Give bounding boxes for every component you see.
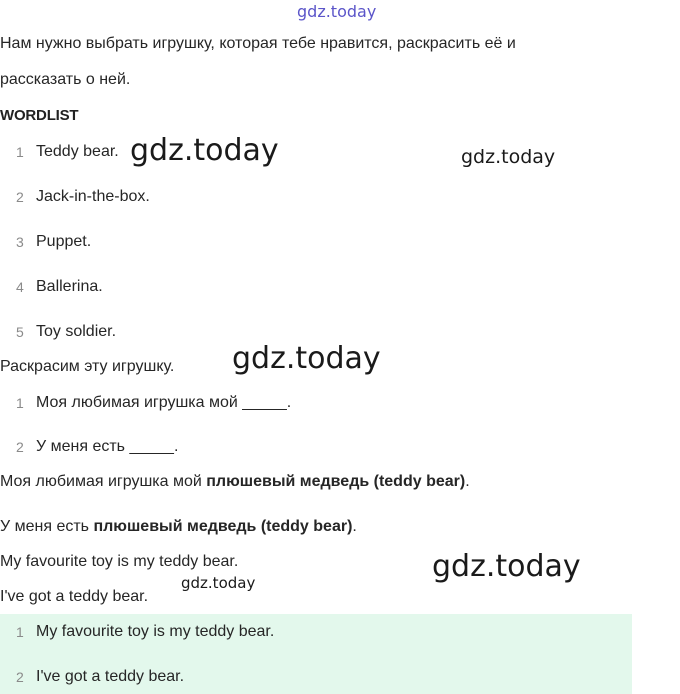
list-item-text: Моя любимая игрушка мой _____. [36, 394, 292, 411]
wordlist-heading: WORDLIST [0, 107, 79, 124]
list-item [0, 278, 600, 300]
list-item-text: Jack-in-the-box. [36, 188, 150, 205]
answer-en-line-1: My favourite toy is my teddy bear. [0, 553, 239, 570]
list-item [0, 188, 600, 210]
answer-en-line-2: I've got a teddy bear. [0, 588, 149, 605]
list-number: 2 [16, 439, 24, 455]
list-item-text: Toy soldier. [36, 323, 117, 340]
list-number: 3 [16, 234, 24, 250]
watermark: gdz.today [461, 146, 556, 168]
answer-bold-text: плюшевый медведь (teddy bear) [93, 518, 353, 535]
list-item-text: Teddy bear. [36, 143, 119, 160]
watermark: gdz.today [232, 341, 381, 376]
list-number: 2 [16, 189, 24, 205]
list-item-text: Ballerina. [36, 278, 103, 295]
list-item [0, 233, 600, 255]
list-item [0, 394, 600, 416]
watermark: gdz.today [181, 574, 256, 592]
intro-line-1: Нам нужно выбрать игрушку, которая тебе нравится, раскрасить её и [0, 35, 516, 52]
list-number: 1 [16, 624, 24, 640]
answer-text: Моя любимая игрушка мой [0, 473, 207, 490]
list-number: 4 [16, 279, 24, 295]
list-number: 1 [16, 144, 24, 160]
list-number: 2 [16, 669, 24, 685]
list-number: 1 [16, 395, 24, 411]
list-item [0, 323, 600, 345]
answer-ru-line-1 [0, 473, 470, 491]
list-item-text: My favourite toy is my teddy bear. [36, 623, 275, 640]
coloring-instruction: Раскрасим эту игрушку. [0, 358, 175, 375]
answer-text: У меня есть [0, 518, 94, 535]
list-item [0, 143, 600, 165]
list-item [0, 668, 620, 690]
answer-text: . [465, 473, 470, 490]
watermark: gdz.today [432, 549, 581, 584]
watermark: gdz.today [130, 133, 279, 168]
intro-line-2: рассказать о ней. [0, 71, 131, 88]
list-item [0, 438, 600, 460]
answer-text: . [352, 518, 357, 535]
watermark: gdz.today [297, 2, 377, 21]
list-item-text: Puppet. [36, 233, 92, 250]
list-item-text: У меня есть _____. [36, 438, 179, 455]
list-item-text: I've got a teddy bear. [36, 668, 185, 685]
answer-bold-text: плюшевый медведь (teddy bear) [206, 473, 466, 490]
answer-ru-line-2 [0, 518, 357, 536]
list-item [0, 623, 620, 645]
list-number: 5 [16, 324, 24, 340]
